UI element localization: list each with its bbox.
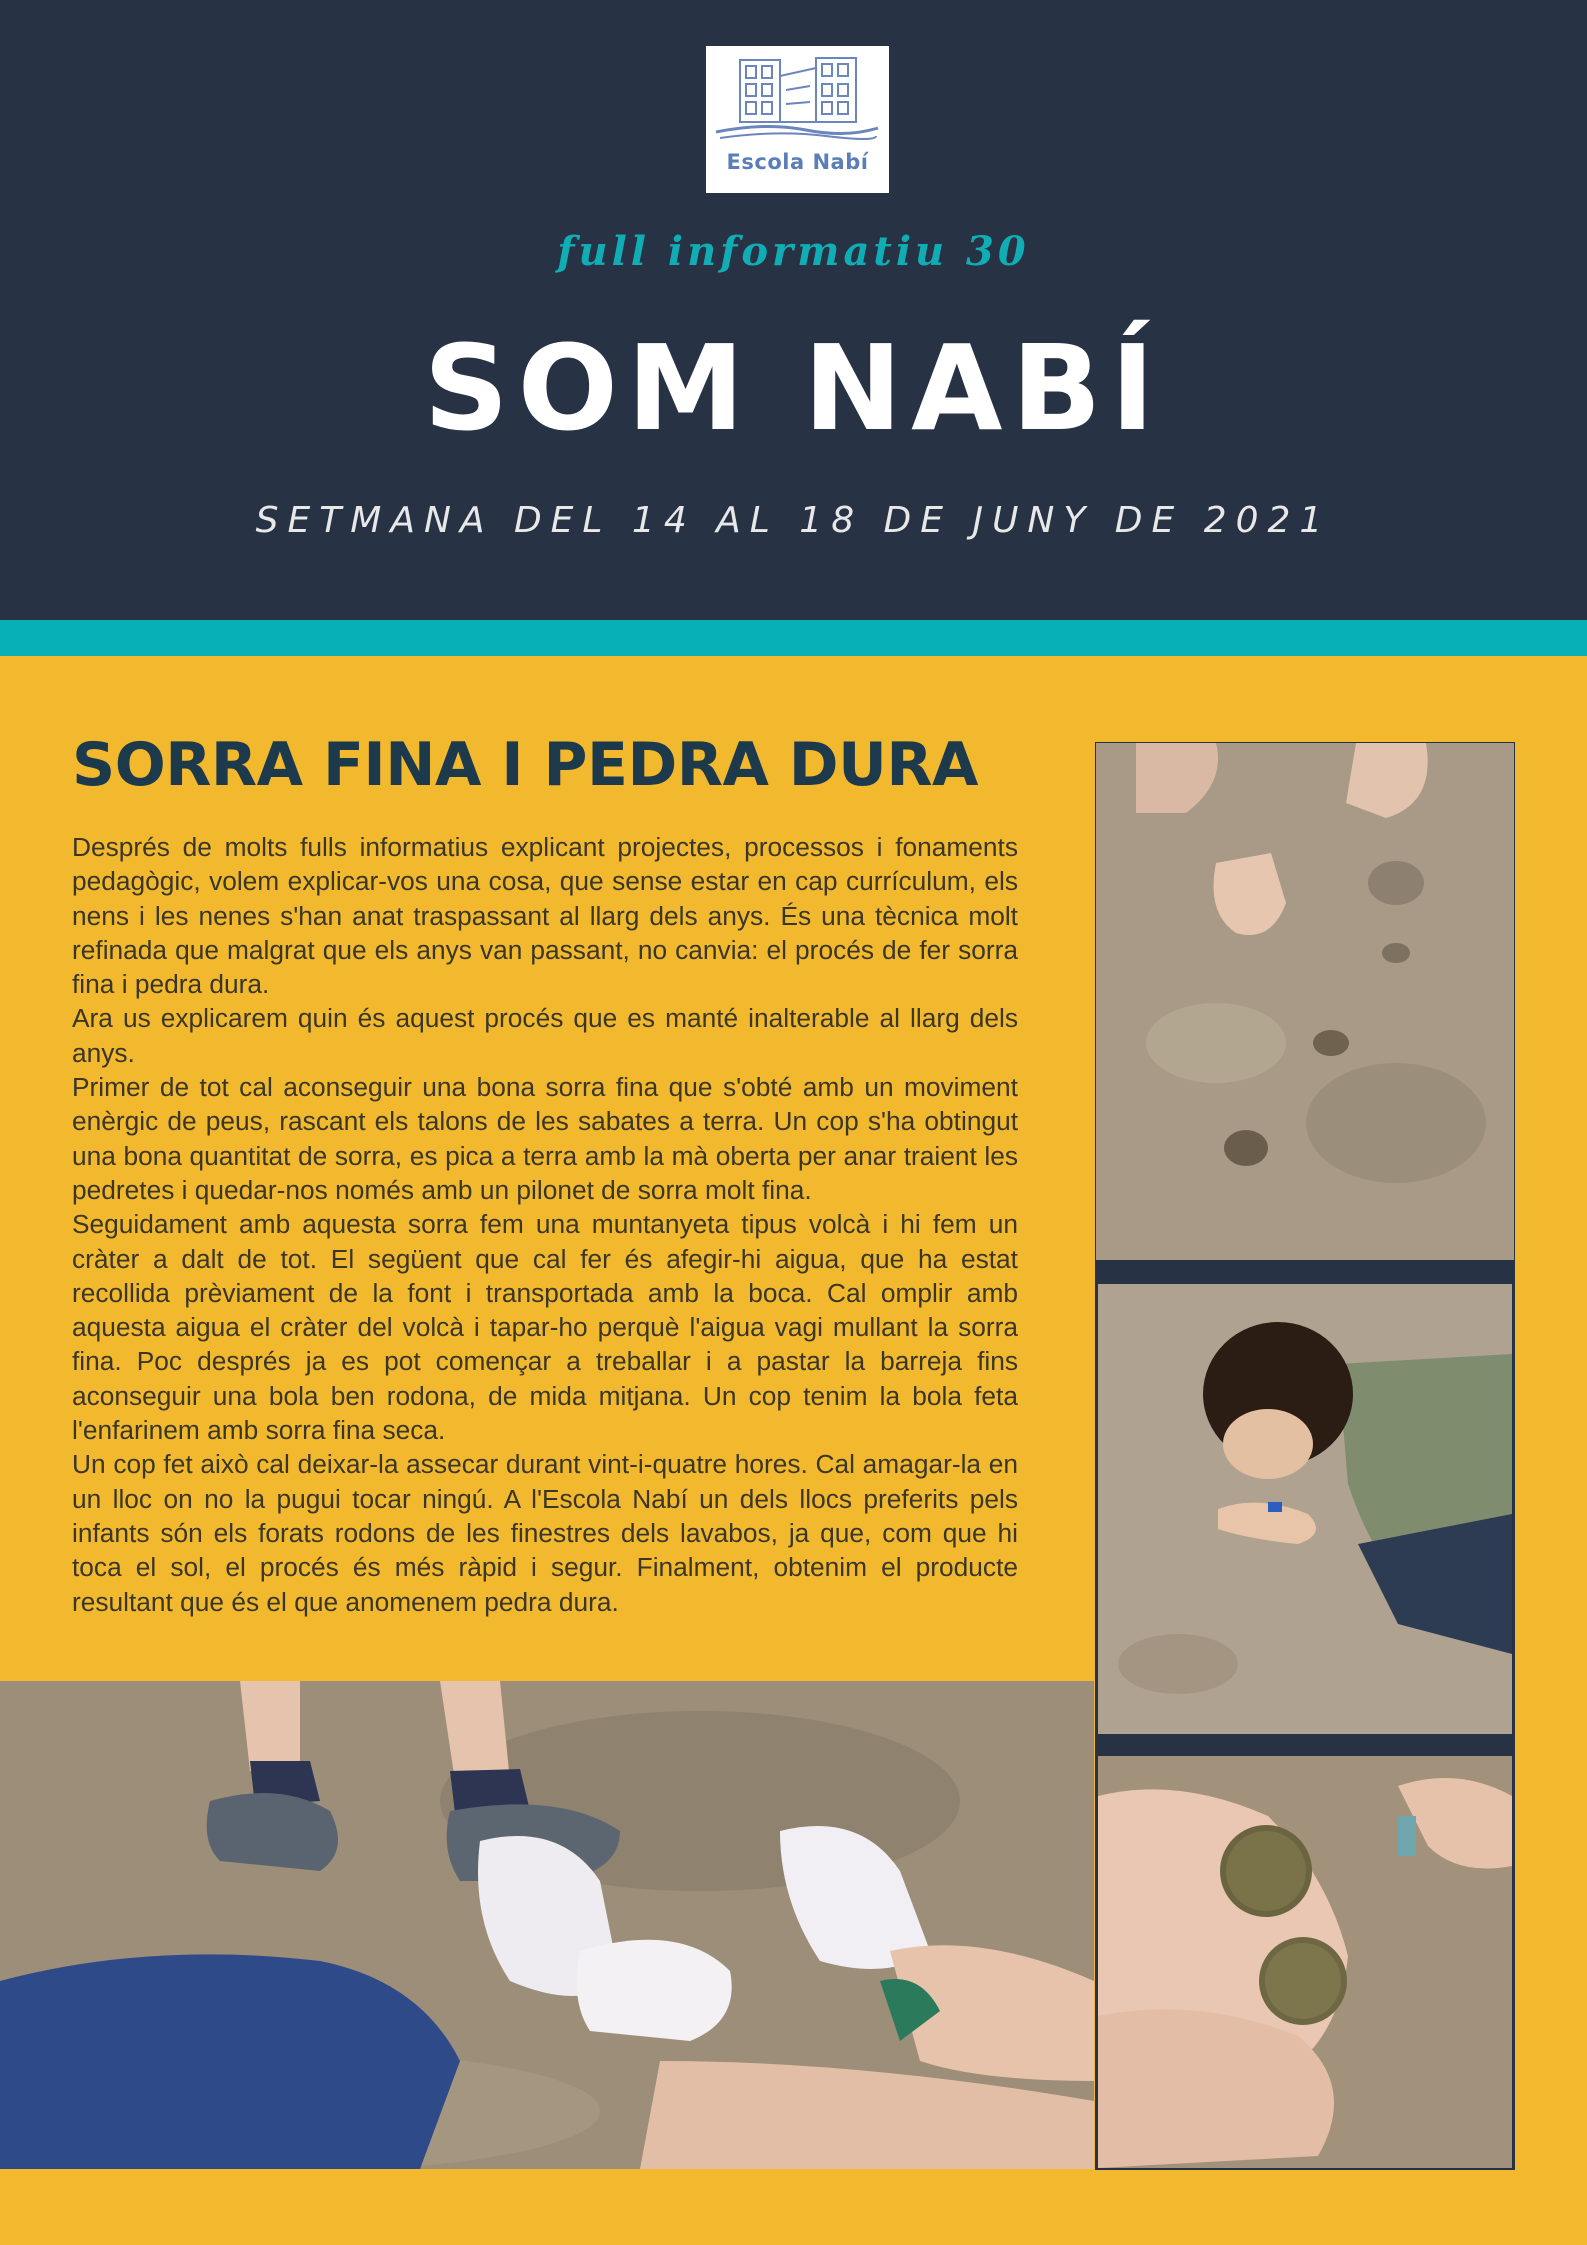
photo-hands-in-sand <box>1096 743 1514 1260</box>
photo-child-kneeling <box>1098 1284 1512 1734</box>
school-logo <box>706 46 889 193</box>
article-paragraph: Un cop fet això cal deixar-la assecar durant vint-i-quatre hores. Cal amagar-la en un lloc on no la pugui tocar ningú. A l'Escola Nabí un dels llocs preferits pels infants són els forats rodons de les finestres dels lavabos, ja que, com que hi toca el sol, el procés és més ràpid i segur. Finalment, obtenim el producte resultant que és el que anomenem pedra dura. <box>72 1449 1018 1617</box>
article-paragraph: Després de molts fulls informatius explicant projectes, processos i fonaments pedagògic, volem explicar-vos una cosa, que sense estar en cap currículum, els nens i les nenes s'han anat traspassant al llarg dels anys. És una tècnica molt refinada que malgrat que els anys van passant, no canvia: el procés de fer sorra fina i pedra dura. <box>72 832 1018 1000</box>
photo-sand-balls-in-hands <box>1098 1756 1512 2168</box>
photo-childrens-shoes <box>0 1681 1094 2169</box>
accent-band <box>0 620 1587 656</box>
article-body <box>72 830 1018 1619</box>
article-paragraph: Ara us explicarem quin és aquest procés que es manté inalterable al llarg dels anys. <box>72 1003 1018 1068</box>
article-headline: SORRA FINA I PEDRA DURA <box>72 730 978 800</box>
newsletter-title: SOM NABÍ <box>423 319 1164 457</box>
week-subtitle: SETMANA DEL 14 AL 18 DE JUNY DE 2021 <box>255 500 1332 541</box>
article-paragraph: Primer de tot cal aconseguir una bona sorra fina que s'obté amb un moviment enèrgic de peus, rascant els talons de les sabates a terra. Un cop s'ha obtingut una bona quantitat de sorra, es pica a terra amb la mà oberta per anar traient les pedretes i quedar-nos només amb un pilonet de sorra molt fina. <box>72 1072 1018 1205</box>
logo-text: Escola Nabí <box>726 150 869 174</box>
issue-label: full informatiu 30 <box>557 228 1030 275</box>
article-paragraph: Seguidament amb aquesta sorra fem una muntanyeta tipus volcà i hi fem un cràter a dalt de tot. El següent que cal fer és afegir-hi aigua, que ha estat recollida prèviament de la font i transportada amb la boca. Cal omplir amb aquesta aigua el cràter del volcà i tapar-ho perquè l'aigua vagi mullant la sorra fina. Poc després ja es pot començar a treballar i a pastar la barreja fins aconseguir una bola ben rodona, de mida mitjana. Un cop tenim la bola feta l'enfarinem amb sorra fina seca. <box>72 1209 1018 1446</box>
